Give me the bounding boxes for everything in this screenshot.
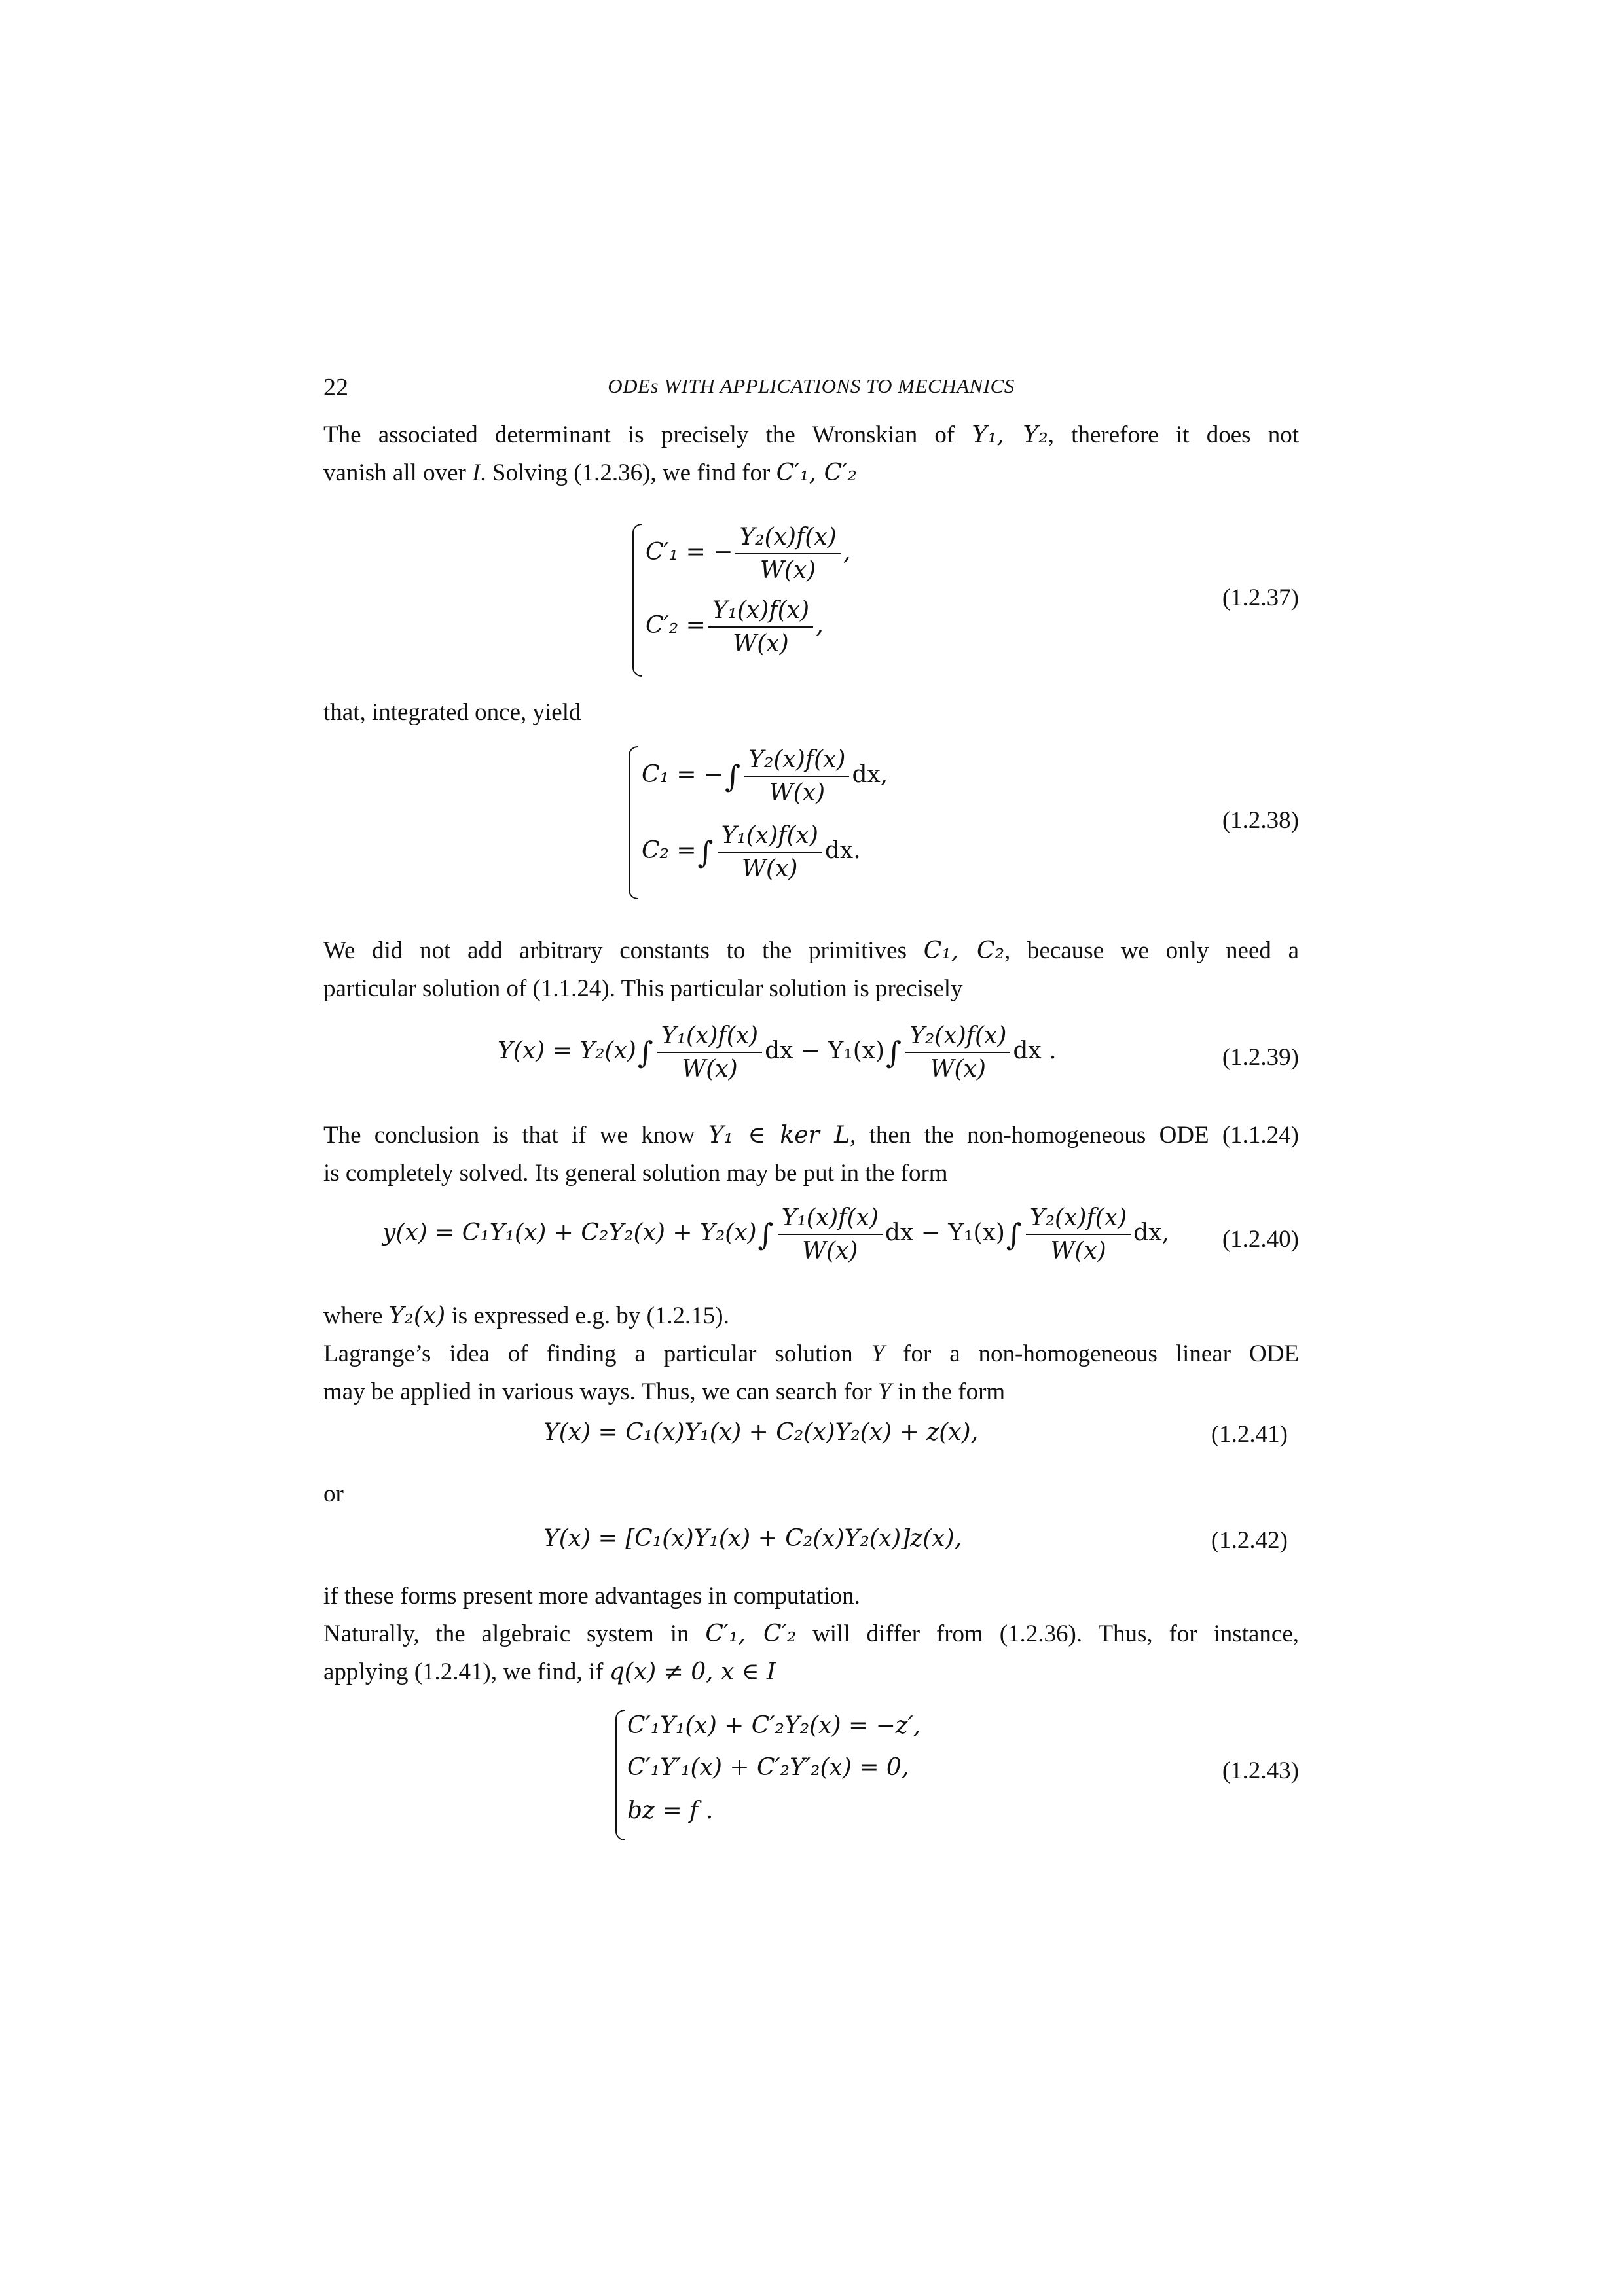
integral-sign: ∫ <box>637 1035 653 1070</box>
text-run: may be applied in various ways. Thus, we can search for <box>323 1378 872 1405</box>
equation-number: (1.2.43) <box>1222 1757 1299 1784</box>
fraction <box>744 746 849 806</box>
text-run: for a non-homogeneous linear ODE <box>903 1340 1300 1367</box>
fraction-numerator: Y₁(x)f(x) <box>781 1204 879 1231</box>
fraction <box>657 1022 762 1083</box>
equation-row: Y(x) = [C₁(x)Y₁(x) + C₂(x)Y₂(x)]z(x), <box>543 1525 962 1552</box>
fraction-numerator: Y₂(x)f(x) <box>739 524 837 550</box>
equation-row: C′₁Y₁(x) + C′₂Y₂(x) = −z′, <box>627 1712 921 1739</box>
fraction <box>735 524 840 584</box>
inline-math: I <box>472 459 481 486</box>
text-run: The conclusion is that if we know <box>323 1122 695 1149</box>
equation-number: (1.2.41) <box>1211 1421 1288 1448</box>
paragraph-line <box>323 1373 1299 1411</box>
fraction-numerator: Y₁(x)f(x) <box>712 597 810 624</box>
equation-lhs: C′₁ = − <box>646 539 733 565</box>
fraction-numerator: Y₁(x)f(x) <box>661 1022 759 1049</box>
text-run: Lagrange’s idea of finding a particular solution <box>323 1340 853 1367</box>
equation-term: dx − Y₁(x) <box>765 1037 885 1064</box>
integral-sign: ∫ <box>697 834 714 870</box>
fraction <box>905 1022 1010 1083</box>
paragraph-4 <box>323 1117 1299 1193</box>
equation-row <box>642 822 861 882</box>
fraction-numerator: Y₂(x)f(x) <box>909 1022 1007 1049</box>
paragraph-line <box>323 1117 1299 1155</box>
differential: dx, <box>1133 1219 1169 1246</box>
equation-row <box>498 1022 1057 1083</box>
paragraph-7 <box>323 1577 1299 1691</box>
text-run: where <box>323 1302 383 1329</box>
text-run: vanish all over <box>323 459 466 486</box>
inline-math: Y₂(x) <box>388 1302 446 1329</box>
equation-lhs: C′₂ = <box>646 612 706 639</box>
paragraph-or <box>323 1475 1299 1513</box>
inline-math: Y₁ ∈ ker L <box>708 1122 850 1149</box>
paragraph-line <box>323 1297 1299 1335</box>
page-number: 22 <box>323 374 348 401</box>
punctuation: , <box>843 539 851 565</box>
equation-lhs: y(x) = C₁Y₁(x) + C₂Y₂(x) + Y₂(x) <box>382 1219 757 1246</box>
paragraph-3 <box>323 932 1299 1008</box>
equation-number: (1.2.37) <box>1222 584 1299 611</box>
fraction-numerator: Y₁(x)f(x) <box>721 822 818 849</box>
fraction <box>778 1204 883 1265</box>
paragraph-line: or <box>323 1480 344 1507</box>
fraction-denominator: W(x) <box>735 553 840 584</box>
paragraph-2 <box>323 694 1299 732</box>
running-title: ODEs WITH APPLICATIONS TO MECHANICS <box>608 374 1015 397</box>
equation-term: dx − Y₁(x) <box>884 1219 1005 1246</box>
inline-math: Y <box>877 1378 892 1405</box>
paragraph-line: particular solution of (1.1.24). This particular solution is precisely <box>323 975 963 1002</box>
inline-math: Y <box>871 1340 885 1367</box>
left-brace <box>632 524 642 677</box>
differential: dx. <box>824 837 861 864</box>
text-run: . Solving (1.2.36), we find for <box>480 459 771 486</box>
equation-row: Y(x) = C₁(x)Y₁(x) + C₂(x)Y₂(x) + z(x), <box>543 1419 979 1446</box>
fraction <box>1026 1204 1131 1265</box>
left-brace <box>629 746 638 899</box>
paragraph-line <box>323 454 1299 492</box>
inline-math: q(x) ≠ 0, x ∈ I <box>609 1659 776 1685</box>
fraction-denominator: W(x) <box>905 1052 1010 1083</box>
paragraph-line <box>323 1615 1299 1653</box>
equation-lhs: Y(x) = Y₂(x) <box>498 1037 636 1064</box>
punctuation: , <box>816 612 824 639</box>
paragraph-line: is completely solved. Its general solution may be put in the form <box>323 1160 948 1187</box>
paragraph-line: that, integrated once, yield <box>323 699 581 726</box>
fraction-denominator: W(x) <box>778 1234 883 1265</box>
text-run: , therefore it does not <box>1048 422 1300 448</box>
fraction-denominator: W(x) <box>744 776 849 806</box>
fraction-denominator: W(x) <box>718 852 822 882</box>
fraction-denominator: W(x) <box>1026 1234 1131 1265</box>
text-run: , then the non-homogeneous ODE (1.1.24) <box>850 1122 1300 1149</box>
integral-sign: ∫ <box>1006 1217 1022 1252</box>
fraction-numerator: Y₂(x)f(x) <box>1029 1204 1127 1231</box>
integral-sign: ∫ <box>757 1217 774 1252</box>
equation-row <box>642 746 888 806</box>
equation-number: (1.2.38) <box>1222 807 1299 834</box>
text-run: The associated determinant is precisely the Wronskian of <box>323 422 955 448</box>
equation-number: (1.2.42) <box>1211 1527 1288 1554</box>
fraction-denominator: W(x) <box>657 1052 762 1083</box>
paragraph-5 <box>323 1297 1299 1411</box>
fraction-numerator: Y₂(x)f(x) <box>748 746 846 773</box>
inline-math: C′₁, C′₂ <box>705 1621 797 1647</box>
inline-math: C′₁, C′₂ <box>776 459 857 486</box>
paragraph-1 <box>323 416 1299 492</box>
fraction <box>718 822 822 882</box>
equation-number: (1.2.40) <box>1222 1226 1299 1253</box>
equation-row <box>646 597 824 657</box>
paragraph-line: if these forms present more advantages in computation. <box>323 1583 860 1609</box>
differential: dx, <box>852 761 888 788</box>
text-run: is expressed e.g. by (1.2.15). <box>451 1302 729 1329</box>
inline-math: Y₁, Y₂ <box>972 422 1048 448</box>
text-run: applying (1.2.41), we find, if <box>323 1659 604 1685</box>
left-brace <box>615 1710 625 1840</box>
integral-sign: ∫ <box>886 1035 902 1070</box>
fraction <box>708 597 813 657</box>
text-run: , because we only need a <box>1004 937 1300 964</box>
paragraph-line <box>323 1653 1299 1691</box>
fraction-denominator: W(x) <box>708 626 813 657</box>
integral-sign: ∫ <box>725 759 741 794</box>
equation-number: (1.2.39) <box>1222 1044 1299 1071</box>
text-run: will differ from (1.2.36). Thus, for instance, <box>812 1621 1299 1647</box>
equation-row <box>382 1204 1169 1265</box>
differential: dx . <box>1013 1037 1057 1064</box>
text-run: Naturally, the algebraic system in <box>323 1621 689 1647</box>
inline-math: C₁, C₂ <box>923 937 1005 964</box>
page-header <box>323 373 1299 412</box>
paragraph-line <box>323 416 1299 454</box>
text-run: We did not add arbitrary constants to the primitives <box>323 937 907 964</box>
equation-row <box>646 524 850 584</box>
equation-lhs: C₁ = − <box>642 761 724 788</box>
equation-row: bz = f . <box>627 1797 714 1824</box>
equation-row: C′₁Y′₁(x) + C′₂Y′₂(x) = 0, <box>627 1754 909 1781</box>
equation-lhs: C₂ = <box>642 837 697 864</box>
paragraph-line <box>323 932 1299 970</box>
text-run: in the form <box>897 1378 1006 1405</box>
paragraph-line <box>323 1335 1299 1373</box>
